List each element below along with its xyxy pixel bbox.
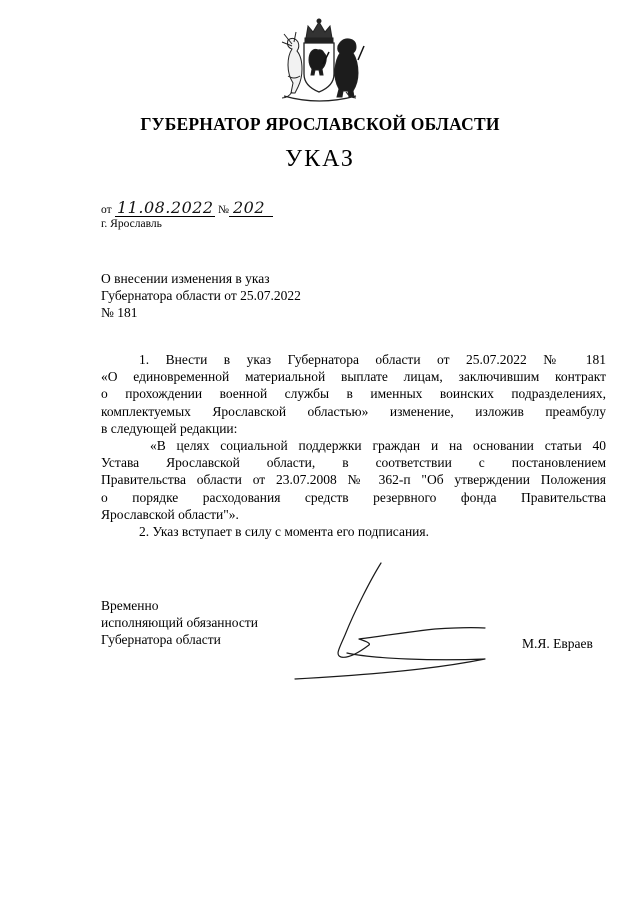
clause-1-line: в следующей редакции: <box>101 420 238 436</box>
quote-line: «В целях социальной поддержки граждан и на основании статьи 40 <box>150 438 606 454</box>
issuing-authority-title: ГУБЕРНАТОР ЯРОСЛАВСКОЙ ОБЛАСТИ <box>140 114 500 134</box>
signatory-name: М.Я. Евраев <box>522 636 593 651</box>
quote-line: Правительства области от 23.07.2008 № 362-п "Об утверждении Положения <box>101 472 606 488</box>
city-label: г. Ярославль <box>101 218 162 230</box>
position-line: исполняющий обязанности <box>101 615 258 630</box>
subject-line: Губернатора области от 25.07.2022 <box>101 288 301 303</box>
signatory-position <box>101 597 258 648</box>
handwritten-signature <box>285 555 495 685</box>
quote-line: Устава Ярославской области, в соответствии с постановлением <box>101 455 606 471</box>
document-body <box>101 351 606 540</box>
number-handwritten: 202 <box>233 198 266 217</box>
clause-1-line: 1. Внести в указ Губернатора области от 25.07.2022 № 181 <box>139 352 606 367</box>
number-label: № <box>218 204 229 216</box>
quote-line: Ярославской области"». <box>101 506 239 522</box>
clause-1-line: о прохождении военной службы в именных воинских подразделениях, <box>101 386 606 402</box>
date-label: от <box>101 204 112 216</box>
date-number-line <box>101 196 301 220</box>
coat-of-arms-emblem <box>270 16 368 104</box>
clause-2: 2. Указ вступает в силу с момента его подписания. <box>139 524 429 540</box>
clause-1-line: «О единовременной материальной выплате лицам, заключившим контракт <box>101 369 606 385</box>
date-handwritten: 11.08.2022 <box>117 198 214 217</box>
subject-line: О внесении изменения в указ <box>101 271 270 286</box>
clause-1-line: комплектуемых Ярославской областью» изменение, изложив преамбулу <box>101 403 606 419</box>
position-line: Губернатора области <box>101 632 221 647</box>
quote-line: о порядке расходования средств резервного фонда Правительства <box>101 489 606 505</box>
subject-line: № 181 <box>101 305 138 320</box>
document-type-heading: УКАЗ <box>285 146 355 172</box>
document-subject <box>101 270 301 321</box>
position-line: Временно <box>101 598 159 613</box>
